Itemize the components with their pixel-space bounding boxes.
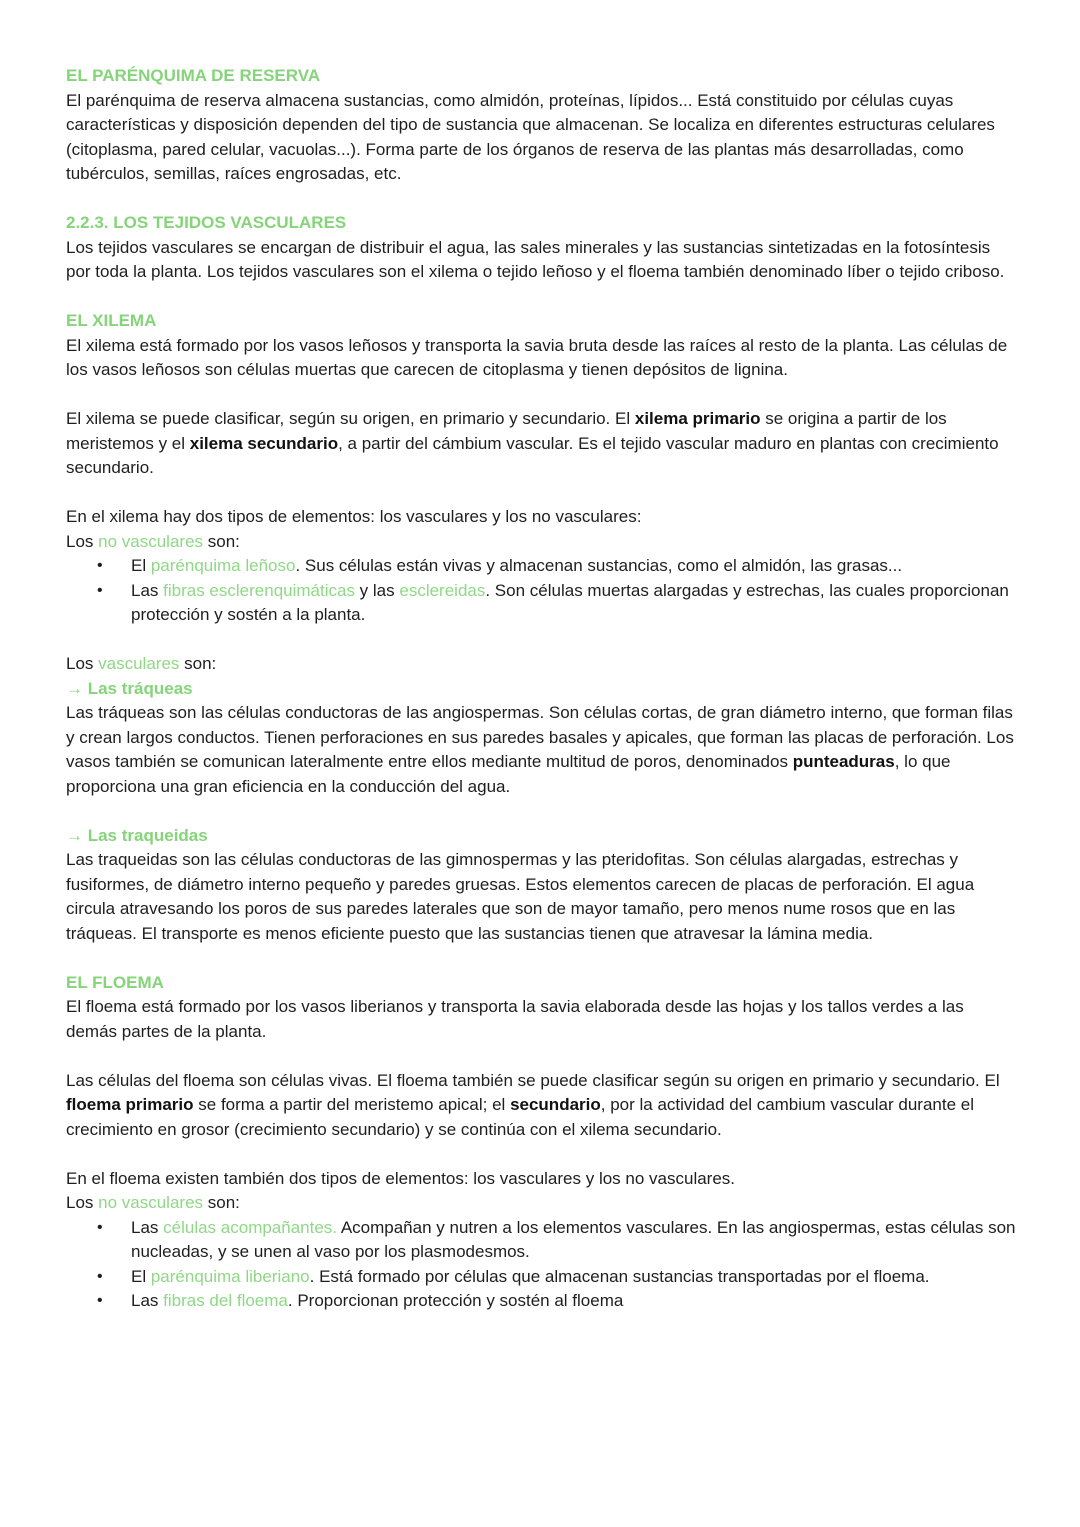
bullet-icon: • — [97, 581, 103, 599]
document-page — [66, 64, 1016, 1314]
term-secundario: secundario — [510, 1095, 601, 1114]
list-item: • El parénquima leñoso. Sus células están vivas y almacenan sustancias, como el almidón, las grasas... — [66, 554, 1016, 579]
xilema-no-vasculares-list — [66, 554, 1016, 628]
paragraph-floema-3: En el floema existen también dos tipos de elementos: los vasculares y los no vasculares. — [66, 1168, 736, 1188]
bullet-icon: • — [97, 1267, 103, 1285]
heading-floema: EL FLOEMA — [66, 972, 164, 992]
paragraph-floema-2: Las células del floema son células vivas. El floema también se puede clasificar según su origen en primario y secundario. El floema primario se forma a partir del meristemo apical; el secundario, por la actividad del cambium vascular durante el crecimiento en grosor (crecimiento secundario) y se continúa con el xilema secundario. — [66, 1070, 1000, 1139]
heading-parenquima-reserva: EL PARÉNQUIMA DE RESERVA — [66, 66, 321, 85]
term-floema-primario: floema primario — [66, 1095, 194, 1114]
arrow-right-icon: → — [66, 825, 83, 845]
term-punteaduras: punteaduras — [792, 752, 895, 771]
list-item: • El parénquima liberiano. Está formado por células que almacenan sustancias transportadas por el floema. — [66, 1265, 1016, 1290]
list-item: • Las fibras esclerenquimáticas y las esclereidas. Son células muertas alargadas y estrechas, las cuales proporcionan protección y sostén a la planta. — [97, 580, 1009, 624]
subheading-traqueidas: → Las traqueidas — [66, 825, 208, 845]
floema-no-vasculares-list — [66, 1216, 1016, 1314]
term-vasculares: vasculares — [98, 654, 180, 673]
paragraph-tejidos-vasculares: Los tejidos vasculares se encargan de distribuir el agua, las sales minerales y las sustancias sintetizadas en la fotosíntesis por toda la planta. Los tejidos vasculares son el xilema o tejido leñoso y el floema también denominado líber o tejido criboso. — [66, 237, 1005, 281]
term-no-vasculares: no vasculares — [98, 531, 204, 551]
paragraph-floema-1: El floema está formado por los vasos liberianos y transporta la savia elaborada desde las hojas y los tallos verdes a las demás partes de la planta. — [66, 997, 964, 1041]
bullet-icon: • — [97, 1218, 103, 1236]
paragraph-traqueas: Las tráqueas son las células conductoras de las angiospermas. Son células cortas, de gran diámetro interno, que forman filas y crean largos conductos. Tienen perforaciones en sus paredes basales y apicales, que forman las placas de perforación. Los vasos también se comunican lateralmente entre ellos mediante multitud de poros, denominados punteaduras, lo que proporciona una gran eficiencia en la conducción del agua. — [66, 703, 1014, 796]
xilema-vasculares-intro: Los vasculares son: — [66, 654, 217, 673]
term-xilema-secundario: xilema secundario — [189, 433, 339, 453]
term-no-vasculares: no vasculares — [98, 1193, 204, 1212]
subheading-traqueas: → Las tráqueas — [66, 678, 193, 698]
paragraph-xilema-2: El xilema se puede clasificar, según su origen, en primario y secundario. El xilema primario se origina a partir de los meristemos y el xilema secundario, a partir del cámbium vascular. Es el tejido vascular maduro en plantas con crecimiento secundario. — [66, 409, 999, 477]
paragraph-traqueidas: Las traqueidas son las células conductoras de las gimnospermas y las pteridofitas. Son células alargadas, estrechas y fusiformes, de diámetro interno pequeño y paredes gruesas. Estos elementos carecen de placas de perforación. El agua circula atravesando los poros de sus paredes laterales que son de mayor tamaño, pero menos nume rosos que en las tráqueas. El transporte es menos eficiente puesto que las sustancias tienen que atravesar la lámina media. — [66, 850, 975, 943]
arrow-right-icon: → — [66, 678, 83, 698]
paragraph-xilema-1: El xilema está formado por los vasos leñosos y transporta la savia bruta desde las raíces al resto de la planta. Las células de los vasos leñosos son células muertas que carecen de citoplasma y tienen depósitos de lignina. — [66, 335, 1008, 379]
paragraph-reserva: El parénquima de reserva almacena sustancias, como almidón, proteínas, lípidos... Está constituido por células cuyas características y disposición dependen del tipo de sustancia que almacenan. Se localiza en diferentes estructuras celulares (citoplasma, pared celular, vacuolas...). Forma parte de los órganos de reserva de las plantas más desarrolladas, como tubérculos, semillas, raíces engrosadas, etc. — [66, 90, 995, 183]
heading-tejidos-vasculares: 2.2.3. LOS TEJIDOS VASCULARES — [66, 213, 347, 232]
xilema-no-vasculares-intro: Los no vasculares son: — [66, 531, 240, 551]
heading-xilema: EL XILEMA — [66, 311, 157, 330]
term-xilema-primario: xilema primario — [634, 409, 761, 428]
paragraph-xilema-3: En el xilema hay dos tipos de elementos: los vasculares y los no vasculares: — [66, 507, 642, 526]
list-item: • Las células acompañantes. Acompañan y nutren a los elementos vasculares. En las angiospermas, estas células son nucleadas, y se unen al vaso por los plasmodesmos. — [97, 1217, 1016, 1261]
bullet-icon: • — [97, 1292, 103, 1309]
floema-no-vasculares-intro: Los no vasculares son: — [66, 1193, 240, 1212]
bullet-icon: • — [97, 557, 103, 574]
list-item: • Las fibras del floema. Proporcionan protección y sostén al floema — [66, 1289, 1016, 1314]
